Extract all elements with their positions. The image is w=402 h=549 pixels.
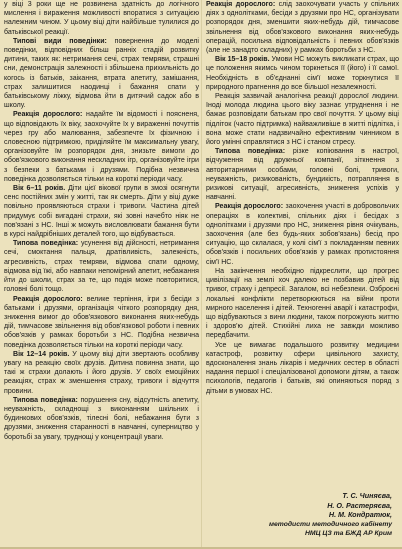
author-name-1: Т. С. Чиняєва, (342, 491, 392, 500)
reaction-text-4: заохочення участі в добровольчих операціях в колективі, спільних діях і бесідах з однолітками і друзями про НС, зниження рівня очікувань, заохочення (але без будь-яких зобов'язань) бесід про ситуацію, що склалася, у колі сім'ї з покладанням певних обов'язків і посильних обов'язків у рамках протистояння сім'ї НС. (206, 203, 399, 266)
types-text-3: порушення сну, відсутність апетиту, неуважність, складнощі з виконанням шкільних і будинкових обов'язків, тілесні болі, небажання бути з друзями, зниження старанності в навчанні, суперництво у боротьбі за увагу, труднощі у концентрації уваги. (4, 396, 199, 441)
reaction-heading-2: Реакція дорослого: (13, 295, 83, 303)
age-15-18-text: Умови НС можуть викликати страх, що це положення якимсь чином торкнеться її (його) і її самої. Необхідність в об'єднанні сім'ї може торкнутися її природного прагнення до все більшої незалежності. (206, 56, 399, 91)
reaction-paragraph-4 (206, 202, 399, 266)
reaction-heading-3: Реакція дорослого: (206, 1, 276, 8)
reaction-text-1: надайте їм відомості і поясненя, що відповідають їх віку, заохочуйте їх у вираженні почуттів через гру або малювання, забезпечте їх фізичною і словесною підтримкою, приділяйте їм максимальну увагу, організовуйте їм розпорядок дня, знизьте вимоги до обов'язкового виконання нескладних ігр, організовуйте ігри з безпеки з батьками і друзями. Подібна незвична поведінка дозволяється тільки на короткі періоди часу. (4, 111, 199, 183)
author-signature (202, 491, 392, 539)
types-text-2: усунення від дійсності, нетримання сечі, смоктання пальця, дратівливість, залежність, агресивність, страх темряви, відмова спати одному, відмова від їжі, або навпаки непомірний апетит, небажання йти до школи, страх за те, що подія може повторитися, головні болі тощо. (4, 240, 199, 294)
reaction-text-3: слід заохочувати участь у спільних діях з однолітками, бесіди з друзями про НС, організувати розпорядок дня, зменшити яких-небудь дій, тимчасове звільнення від обов'язкового виконання яких-небудь операцій, посильна відповідальність і певних обов'язків (але не занадто складних) у рамках боротьби з НС. (206, 1, 399, 55)
reaction-heading-1: Реакція дорослого: (13, 111, 83, 119)
conclusion-paragraph-2: Усе це вимагає подальшого розвитку медицини катастроф, розвитку сфери цивільного захисту, вдосконалення знань лікарів і медичних сестер в області надання першої і спеціалізованої допомоги дітям, а також психологів, педагогів і батьків, які опиняються поряд з дітьми в умовах НС. (206, 341, 399, 395)
right-column (206, 0, 399, 549)
author-name-3: Н. М. Кондратюк, (328, 510, 392, 520)
left-column (4, 0, 199, 549)
age-12-14-heading: Вік 12–14 років. (13, 350, 70, 358)
teen-reaction-paragraph: Реакція зазвичай аналогічна реакції дорослої людини. Іноді молода людина цього віку зазнає утруднення і не бажає розповідати батькам про свої почуття. У цьому віці підліток (часто підтримка) найважливіше в житті підлітка, і вона може стати надзвичайно ефективним чинником в його умінні справлятися з НС і станом стресу. (206, 93, 399, 147)
types-heading-3: Типова поведінка: (13, 396, 78, 404)
reaction-paragraph-3 (206, 0, 399, 55)
types-text-4: різке копіювання в настрої, відчуження від дружньої компанії, зіткнення з авторитарними особами, головні болі, тривоги, неуважність, ризикованість, бундикість, потрапляння в ризикові ситуації, агресивність, зниження успіхів у навчанні. (206, 148, 399, 202)
age-6-11-text: Діти цієї вікової групи в змозі осягнути сенс постійних змін у житті, так як смерть. Діти у віці дуже повільно проявляються страхи і тривоги. Частина дітей придумує собі вигадані страхи, які зовні начебто ніяк не пов'язані з НС. Інші ж можуть висловлювати бажання бути в курсі найдрібніших деталей того, що відбувається. (4, 185, 199, 239)
column-divider (201, 0, 202, 549)
types-heading: Типові види поведінки: (13, 37, 107, 45)
types-paragraph-2 (4, 239, 199, 294)
age-12-14-text: У цьому віці діти звертають особливу увагу на реакцію своїх друзів. Дитина повинна знати, що такі ж страхи долають і його друзів. У своїх емоційних реакціях, страх ж зменшення страху, тривоги і відчуття провини. (4, 350, 199, 395)
age-12-14-paragraph (4, 350, 199, 396)
types-paragraph-4 (206, 147, 399, 202)
age-15-18-paragraph (206, 55, 399, 92)
intro-paragraph: у віці 3 роки ще не розвинена здатність до логічного мислення і вираження можливості впоратися з ситуацією належним чином. У цьому віці діти найбільше тулилися до батьківської реакції. (4, 1, 199, 36)
reaction-paragraph-2 (4, 295, 199, 350)
types-text: повернення до моделі поведінки, відповідних більш ранніх стадій розвитку дитини, таких як: нетримання сечі, страх темряви, страшні сни, демонстрація залежності і збільшена прихильність до когось із батьків, заікання, втрата апетиту, замішання, страх залишитися наодинці і бажання спати у батьківському ліжку, відмова йти в дитячий садок або в школу. (4, 37, 199, 110)
types-paragraph (4, 37, 199, 111)
reaction-text-2: велике терпіння, ігри з бесіди з батьками і друзями, організація чіткого розпорядку дня, зниження вимог до обов'язкового виконання яких-небудь дій, тимчасове звільнення від обов'язкової роботи і певних обов'язків у рамках боротьби з НС. Подібна незвична поведінка дозволяється тільки на короткі періоди часу. (4, 295, 199, 349)
types-heading-4: Типова поведінка: (215, 148, 286, 156)
types-paragraph-3 (4, 396, 199, 442)
author-role: методисти методичного кабінету (268, 520, 392, 528)
age-6-11-heading: Вік 6–11 років. (13, 185, 66, 193)
conclusion-paragraph-1: На закінчення необхідно підкреслити, що прогрес цивілізації на землі хоч далеко не позбавив дітей від тривог, страху і депресії. Загалом, всі небезпеки. Озброєні локальні конфлікти перетворюються на війни проти мирного населення і дітей. Техногенні аварії і катастрофи, що відбуваються з вини людини, також погрожують життю і здоров'ю дітей. Стихійні лиха не завжди можливо передбачити. (206, 267, 399, 340)
author-organization: НМЦ ЦЗ та БЖД АР Крим (305, 530, 392, 538)
types-heading-2: Типова поведінка: (13, 240, 79, 248)
reaction-heading-4: Реакція дорослого: (215, 203, 284, 211)
age-15-18-heading: Вік 15–18 років. (215, 56, 270, 64)
reaction-paragraph-1 (4, 110, 199, 184)
age-6-11-paragraph (4, 184, 199, 239)
author-name-2: Н. О. Растеряєва, (327, 500, 392, 510)
